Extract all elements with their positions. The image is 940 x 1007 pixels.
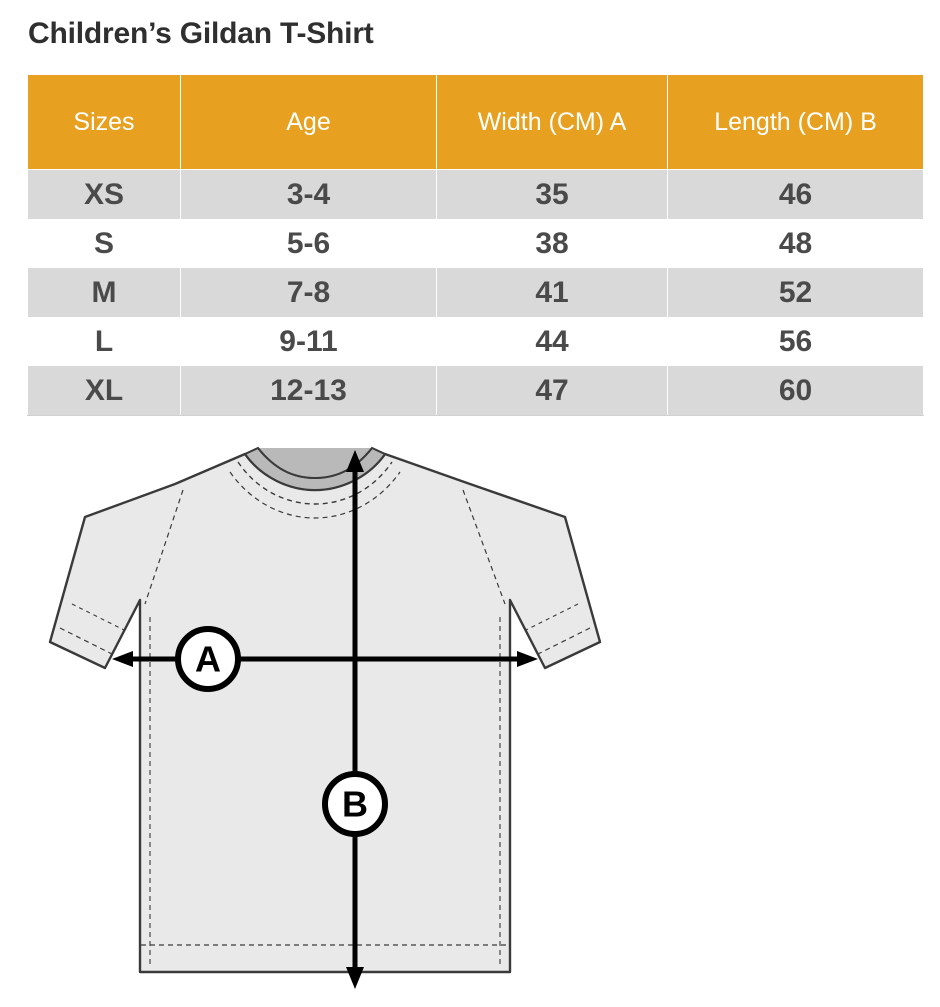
table-row — [28, 366, 924, 416]
length-marker-b — [325, 774, 385, 834]
cell-age: 9-11 — [181, 317, 437, 366]
table-header — [28, 75, 924, 170]
cell-age: 12-13 — [181, 366, 437, 416]
cell-width: 44 — [437, 317, 668, 366]
tshirt-outline — [50, 448, 600, 972]
tshirt-measurement-diagram — [0, 432, 940, 1007]
cell-size: M — [28, 268, 181, 317]
cell-size: S — [28, 219, 181, 268]
cell-width: 38 — [437, 219, 668, 268]
cell-width: 41 — [437, 268, 668, 317]
width-marker-label: A — [195, 638, 221, 680]
size-table — [27, 74, 924, 416]
cell-length: 48 — [668, 219, 924, 268]
cell-size: L — [28, 317, 181, 366]
page-title: Children’s Gildan T-Shirt — [28, 17, 374, 50]
table-body — [28, 170, 924, 416]
cell-length: 46 — [668, 170, 924, 220]
column-header-sizes: Sizes — [28, 75, 181, 170]
tshirt-svg — [0, 432, 940, 1007]
column-header-width: Width (CM) A — [437, 75, 668, 170]
cell-length: 56 — [668, 317, 924, 366]
cell-width: 47 — [437, 366, 668, 416]
column-header-age: Age — [181, 75, 437, 170]
cell-size: XL — [28, 366, 181, 416]
table-row — [28, 219, 924, 268]
column-header-length: Length (CM) B — [668, 75, 924, 170]
table-row — [28, 268, 924, 317]
cell-length: 60 — [668, 366, 924, 416]
table-row — [28, 170, 924, 220]
width-marker-a — [178, 629, 238, 689]
cell-age: 7-8 — [181, 268, 437, 317]
table-header-row — [28, 75, 924, 170]
cell-length: 52 — [668, 268, 924, 317]
cell-age: 5-6 — [181, 219, 437, 268]
cell-size: XS — [28, 170, 181, 220]
length-marker-label: B — [342, 783, 368, 825]
cell-age: 3-4 — [181, 170, 437, 220]
table-row — [28, 317, 924, 366]
cell-width: 35 — [437, 170, 668, 220]
